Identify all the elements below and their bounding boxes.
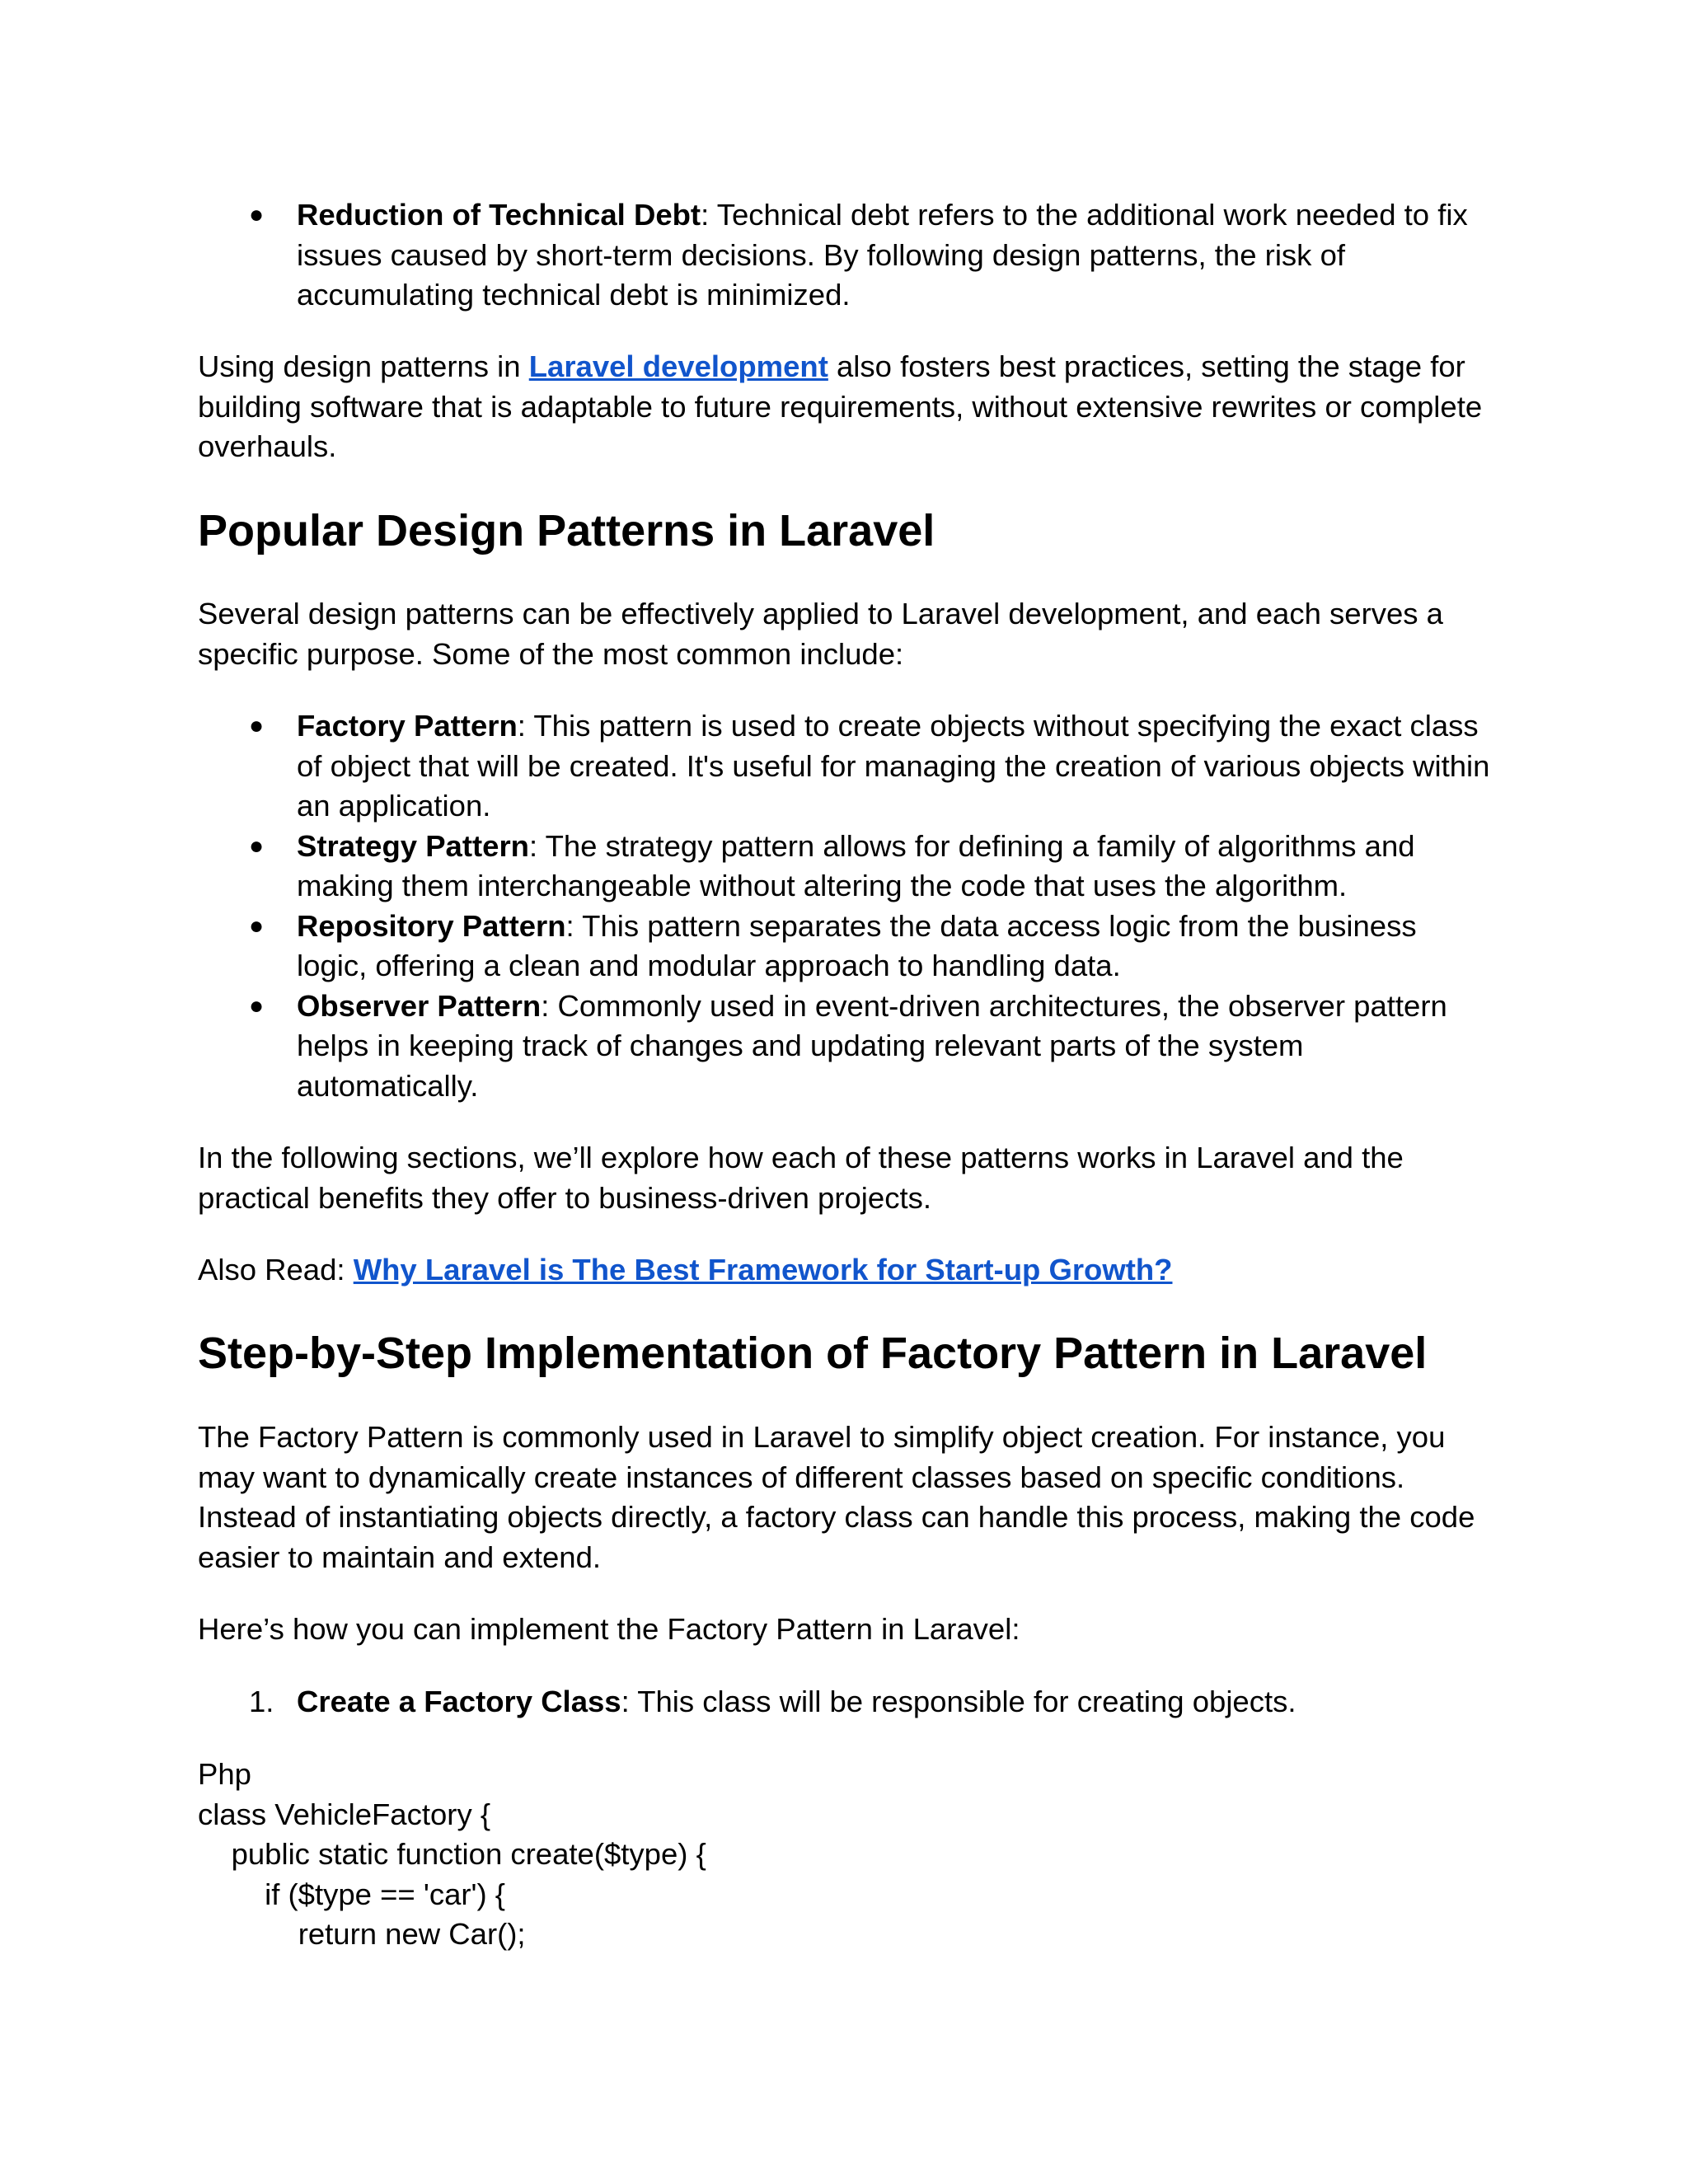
list-item-text: : The strategy pattern allows for defining a family of algorithms and making them interchangeable without altering the code that uses the algorithm. (297, 828, 1415, 902)
paragraph-how-to: Here’s how you can implement the Factory Pattern in Laravel: (198, 1612, 1020, 1646)
steps-list (198, 1682, 1492, 1722)
text-span: Using design patterns in (198, 349, 529, 383)
code-line: public static function create($type) { (198, 1837, 706, 1871)
list-item-term: Observer Pattern (297, 988, 542, 1023)
bullet-icon: ● (249, 991, 265, 1019)
list-item (198, 907, 1492, 987)
bullet-icon: ● (249, 201, 265, 228)
code-line: class VehicleFactory { (198, 1797, 491, 1831)
code-line: return new Car(); (198, 1917, 526, 1951)
list-item-term: Reduction of Technical Debt (297, 198, 701, 232)
text-span: also fosters best practices, setting the stage for building software that is adaptable to future requirements, without extensive rewrites or complete overhauls. (198, 349, 1483, 463)
list-item-term: Factory Pattern (297, 709, 518, 743)
list-item-text: : This class will be responsible for creating objects. (621, 1685, 1296, 1718)
paragraph-design-patterns (198, 347, 1492, 467)
list-item (198, 827, 1492, 907)
code-block (198, 1755, 1492, 1955)
list-item (198, 195, 1492, 316)
paragraph-factory-pattern: The Factory Pattern is commonly used in Laravel to simplify object creation. For instance, you may want to dynamically create instances of different classes based on specific conditions. Instead of instantiating objects directly, a factory class can handle this process, making the code easier to maintain and extend. (198, 1420, 1475, 1574)
list-item-text: : This pattern is used to create objects without specifying the exact class of object that will be created. It's useful for managing the creation of various objects within an application. (297, 709, 1490, 823)
bullet-list-top (198, 195, 1492, 316)
also-read-link[interactable]: Why Laravel is The Best Framework for Start-up Growth? (353, 1253, 1173, 1286)
code-line: if ($type == 'car') { (198, 1877, 506, 1911)
heading-popular-design-patterns: Popular Design Patterns in Laravel (198, 506, 935, 555)
step-number: 1. (249, 1685, 274, 1718)
list-item-term: Strategy Pattern (297, 828, 529, 863)
code-line: Php (198, 1757, 251, 1791)
list-item-term: Repository Pattern (297, 908, 566, 943)
paragraph-following-sections: In the following sections, we’ll explore how each of these patterns works in Laravel and the practical benefits they offer to business-driven projects. (198, 1141, 1404, 1215)
bullet-icon: ● (249, 712, 265, 739)
list-item-text: : Commonly used in event-driven architectures, the observer pattern helps in keeping track of changes and updating relevant parts of the system automatically. (297, 988, 1447, 1103)
bullet-icon: ● (249, 912, 265, 940)
list-item (198, 1682, 1492, 1722)
laravel-development-link[interactable]: Laravel development (528, 349, 828, 383)
also-read-label: Also Read: (198, 1253, 354, 1286)
paragraph-intro-patterns: Several design patterns can be effectively applied to Laravel development, and each serves a specific purpose. Some of the most common include: (198, 597, 1443, 671)
list-item (198, 987, 1492, 1107)
also-read (198, 1250, 1492, 1291)
list-item-text: : This pattern separates the data access logic from the business logic, offering a clean and modular approach to handling data. (297, 908, 1417, 982)
heading-factory-implementation: Step-by-Step Implementation of Factory Pattern in Laravel (198, 1329, 1428, 1378)
list-item-text: : Technical debt refers to the additional work needed to fix issues caused by short-term decisions. By following design patterns, the risk of accumulating technical debt is minimized. (297, 198, 1468, 312)
list-item-term: Create a Factory Class (297, 1685, 621, 1718)
bullet-list-patterns (198, 706, 1492, 1106)
bullet-icon: ● (249, 832, 265, 860)
list-item (198, 706, 1492, 827)
